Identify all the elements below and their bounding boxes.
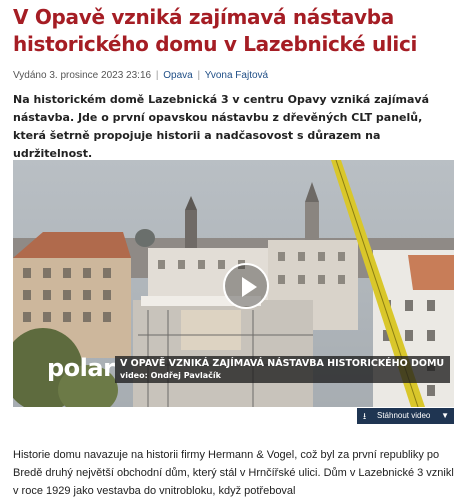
author-link[interactable]: Yvona Fajtová [204,70,269,81]
download-icon: ⭳ [363,411,367,421]
video-caption-credit: video: Ondřej Pavlačík [120,371,221,380]
video-player[interactable] [13,160,454,407]
download-label: Stáhnout video [377,411,431,420]
section-link[interactable]: Opava [163,70,193,81]
polar-logo: polar [47,354,115,382]
video-caption [115,356,450,383]
article-lead: Na historickém domě Lazebnická 3 v centru Opavy vzniká zajímavá nástavba. Jde o první opavskou nástavbu z dřevěných CLT panelů, která šetrně propojuje historii a nadčasovost s důrazem na udržitelnost. [13,93,429,160]
chevron-down-icon[interactable]: ▼ [441,411,449,420]
article-body: Historie domu navazuje na historii firmy Hermann & Vogel, což byl za první republiky po Bredě druhý největší obchodní dům, který stál v Hrnčířské ulici. Dům v Lazebnické 3 vznikl v roce 1929 jako vestavba do vnitrobloku, když potřeboval [13,449,454,497]
video-caption-title: V OPAVĚ VZNIKÁ ZAJÍMAVÁ NÁSTAVBA HISTORICKÉHO DOMU [120,358,445,369]
meta-separator: | [197,70,201,81]
play-button[interactable] [223,263,269,309]
published-date: Vydáno 3. prosince 2023 23:16 [13,70,152,81]
download-video-button[interactable] [357,408,454,424]
article-meta [13,70,268,81]
meta-separator: | [155,70,159,81]
article-title: V Opavě vzniká zajímavá nástavba historického domu v Lazebnické ulici [13,5,418,56]
